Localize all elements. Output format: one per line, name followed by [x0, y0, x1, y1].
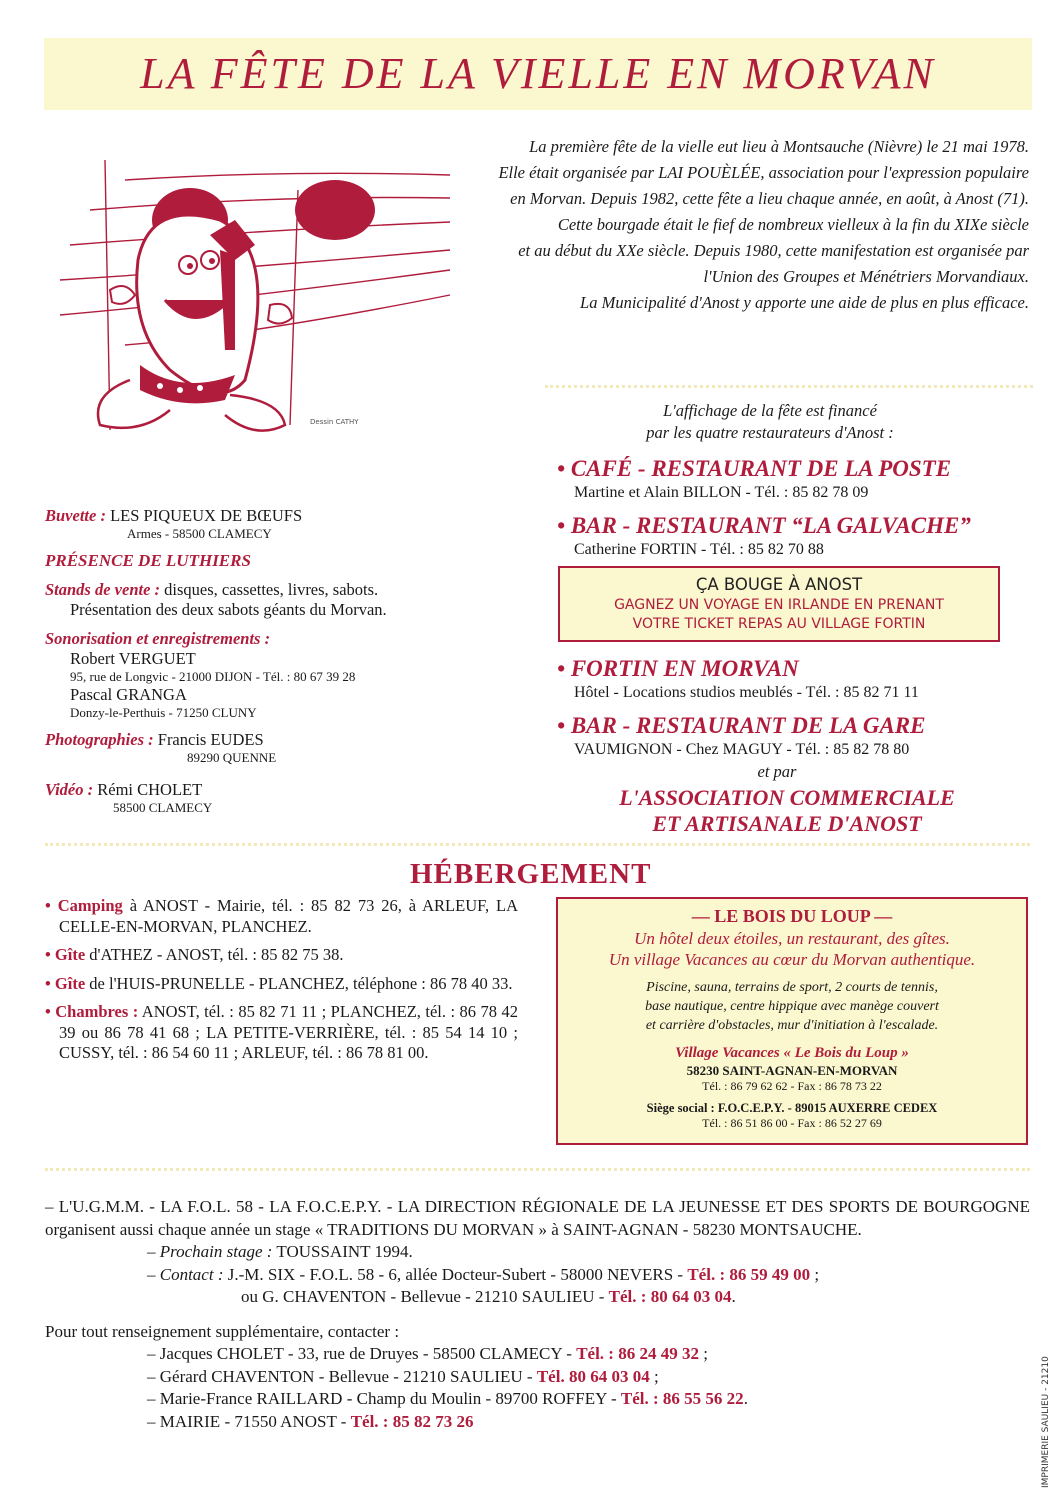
restaurant-list-bottom: [557, 655, 1027, 760]
ca-bouge-title: ÇA BOUGE À ANOST: [695, 575, 863, 594]
stage-line: – Prochain stage : TOUSSAINT 1994.: [147, 1242, 413, 1261]
intro-line: et au début du XXe siècle. Depuis 1980, cette manifestation est organisée par: [518, 241, 1029, 260]
contact-line: – Contact : J.-M. SIX - F.O.L. 58 - 6, allée Docteur-Subert - 58000 NEVERS - Tél. : 86 59 49 00 ;: [147, 1264, 820, 1284]
restaurant-name: • BAR - RESTAURANT DE LA GARE: [557, 713, 926, 738]
contact-line: – MAIRIE - 71550 ANOST - Tél. : 85 82 73 26: [147, 1411, 474, 1431]
photo-entry: Photographies : Francis EUDES 89290 QUENNE: [45, 730, 277, 765]
list-item: • Gîte de l'HUIS-PRUNELLE - PLANCHEZ, téléphone : 86 78 40 33.: [45, 973, 513, 993]
association-name: L'ASSOCIATION COMMERCIALE ET ARTISANALE D'ANOST: [619, 785, 955, 836]
dotted-separator: [545, 385, 1033, 388]
caption-line: L'affichage de la fête est financé: [663, 401, 877, 420]
list-item: • Camping à ANOST - Mairie, tél. : 85 82 73 26, à ARLEUF, LA CELLE-EN-MORVAN, PLANCHEZ.: [45, 896, 518, 936]
restaurant-info: Hôtel - Locations studios meublés - Tél. : 85 82 71 11: [574, 684, 919, 701]
dotted-separator: [45, 843, 1030, 846]
bullet-icon: •: [557, 513, 571, 538]
intro-paragraph: [409, 134, 1029, 316]
restaurant-info: VAUMIGNON - Chez MAGUY - Tél. : 85 82 78 80: [574, 741, 910, 758]
ca-bouge-line: VOTRE TICKET REPAS AU VILLAGE FORTIN: [632, 616, 926, 632]
restaurant-name: • BAR - RESTAURANT “LA GALVACHE”: [557, 513, 971, 538]
bois-tel: Tél. : 86 79 62 62 - Fax : 86 78 73 22: [702, 1079, 882, 1093]
restaurant-name: • FORTIN EN MORVAN: [557, 656, 799, 681]
illustration-credit: Dessin CATHY: [310, 418, 359, 426]
page-title: LA FÊTE DE LA VIELLE EN MORVAN: [140, 49, 936, 98]
ca-bouge-box: [558, 566, 1000, 642]
dotted-separator: [45, 1168, 1030, 1171]
intro-line: Elle était organisée par LAI POUÈLÉE, association pour l'expression populaire: [498, 163, 1029, 182]
bois-siege: Siège social : F.O.C.E.P.Y. - 89015 AUXERRE CEDEX: [646, 1101, 938, 1115]
sono-entry: Sonorisation et enregistrements : Robert VERGUET 95, rue de Longvic - 21000 DIJON - Tél. : 80 67 39 28 Pascal GRANGA Donzy-le-Perthuis - 71250 CLUNY: [45, 629, 356, 720]
intro-line: en Morvan. Depuis 1982, cette fête a lieu chaque année, en août, à Anost (71).: [510, 189, 1029, 208]
svg-text:IMPRIMERIE SAULIEU - 21210: IMPRIMERIE SAULIEU - 21210: [1041, 1356, 1051, 1488]
restaurant-list-top: [557, 455, 1027, 560]
caption-line: par les quatre restaurateurs d'Anost :: [646, 423, 894, 442]
restaurant-info: Martine et Alain BILLON - Tél. : 85 82 78 09: [574, 484, 869, 501]
intro-line: Cette bourgade était le fief de nombreux vielleux à la fin du XIXe siècle: [557, 215, 1029, 234]
intro-line: l'Union des Groupes et Ménétriers Morvandiaux.: [703, 267, 1029, 286]
bois-title: — LE BOIS DU LOUP —: [691, 906, 893, 926]
bois-addr: 58230 SAINT-AGNAN-EN-MORVAN: [686, 1063, 898, 1078]
bois-line: Un village Vacances au cœur du Morvan authentique.: [608, 950, 976, 969]
stage-paragraph: – L'U.G.M.M. - LA F.O.L. 58 - LA F.O.C.E.P.Y. - LA DIRECTION RÉGIONALE DE LA JEUNESSE ET DES SPORTS DE BOURGOGNE organisent aussi chaque année un stage « TRADITIONS DU MORVAN » à SAINT-AGNAN - 58230 MONTSAUCHE.: [45, 1197, 1030, 1239]
bullet-icon: •: [557, 456, 571, 481]
bois-du-loup-box: [556, 897, 1028, 1145]
ca-bouge-line: GAGNEZ UN VOYAGE EN IRLANDE EN PRENANT: [614, 597, 944, 613]
intro-line: La première fête de la vielle eut lieu à Montsauche (Nièvre) le 21 mai 1978.: [529, 137, 1029, 156]
restaurant-name: • CAFÉ - RESTAURANT DE LA POSTE: [557, 456, 952, 481]
restaurant-info: Catherine FORTIN - Tél. : 85 82 70 88: [574, 541, 824, 558]
stands-entry: Stands de vente : disques, cassettes, livres, sabots. Présentation des deux sabots géants du Morvan.: [45, 580, 387, 619]
contact-line: – Gérard CHAVENTON - Bellevue - 21210 SAULIEU - Tél. 80 64 03 04 ;: [147, 1366, 659, 1386]
hurdy-gurdy-illustration: [30, 150, 460, 450]
et-par-text: et par: [757, 762, 797, 781]
hebergement-list: [45, 896, 518, 1072]
bullet-icon: •: [557, 713, 571, 738]
contact-line: – Jacques CHOLET - 33, rue de Druyes - 58500 CLAMECY - Tél. : 86 24 49 32 ;: [147, 1344, 708, 1363]
bois-siege-tel: Tél. : 86 51 86 00 - Fax : 86 52 27 69: [702, 1116, 882, 1130]
buvette-entry: Buvette : LES PIQUEUX DE BŒUFS Armes - 58500 CLAMECY: [45, 506, 303, 541]
bois-village: Village Vacances « Le Bois du Loup »: [675, 1045, 909, 1061]
bullet-icon: •: [557, 656, 571, 681]
bois-line: Un hôtel deux étoiles, un restaurant, des gîtes.: [634, 929, 950, 948]
credits-column: [45, 506, 525, 825]
affichage-caption: [560, 400, 980, 444]
intro-line: La Municipalité d'Anost y apporte une aide de plus en plus efficace.: [580, 293, 1029, 312]
title-banner: [44, 38, 1032, 110]
luthiers-heading: PRÉSENCE DE LUTHIERS: [45, 551, 251, 570]
hebergement-title: HÉBERGEMENT: [410, 858, 652, 890]
list-item: • Gîte d'ATHEZ - ANOST, tél. : 85 82 75 38.: [45, 945, 344, 964]
bottom-section: [45, 1196, 1030, 1433]
printer-credit: [1038, 1330, 1052, 1490]
renseignement-text: Pour tout renseignement supplémentaire, contacter :: [45, 1321, 400, 1341]
bois-desc: Piscine, sauna, terrains de sport, 2 courts de tennis, base nautique, centre hippique avec manège couvert et carrière d'obstacles, mur d'initiation à l'escalade.: [645, 980, 939, 1033]
list-item: • Chambres : ANOST, tél. : 85 82 71 11 ; PLANCHEZ, tél. : 86 78 42 39 ou 86 78 41 68 ; LA PETITE-VERRIÈRE, tél. : 85 54 14 10 ; CUSSY, tél. : 86 54 60 11 ; ARLEUF, tél. : 86 78 81 00.: [45, 1002, 518, 1062]
video-entry: Vidéo : Rémi CHOLET 58500 CLAMECY: [45, 780, 213, 815]
contact-line: – Marie-France RAILLARD - Champ du Moulin - 89700 ROFFEY - Tél. : 86 55 56 22.: [147, 1389, 748, 1408]
contact-line: ou G. CHAVENTON - Bellevue - 21210 SAULIEU - Tél. : 80 64 03 04.: [241, 1287, 736, 1306]
